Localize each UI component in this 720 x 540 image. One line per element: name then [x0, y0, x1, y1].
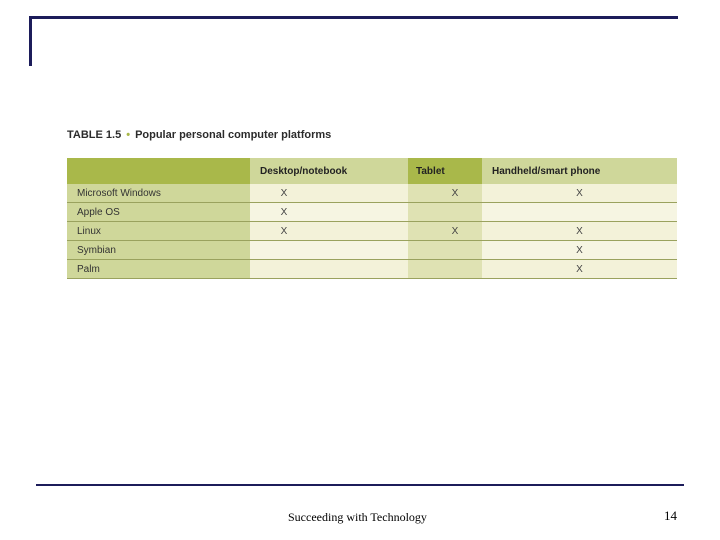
handheld-cell: X: [482, 241, 677, 260]
desktop-cell: X: [250, 222, 408, 241]
header-platform: [67, 158, 250, 184]
table-row: [67, 260, 677, 279]
desktop-cell: X: [250, 184, 408, 203]
footer-title: Succeeding with Technology: [288, 510, 427, 524]
handheld-cell: X: [482, 184, 677, 203]
tablet-cell: [408, 241, 482, 260]
desktop-cell: X: [250, 203, 408, 222]
table-label: TABLE 1.5: [67, 129, 122, 141]
table-row: [67, 241, 677, 260]
platform-name: Palm: [67, 260, 250, 279]
handheld-cell: X: [482, 260, 677, 279]
caption-bullet: •: [126, 129, 131, 141]
table-row: [67, 184, 677, 203]
page-number: 14: [664, 508, 677, 523]
footer-rule: [36, 484, 684, 486]
platforms-table: [67, 158, 677, 279]
desktop-cell: [250, 260, 408, 279]
slide-frame-left-rule: [29, 16, 32, 66]
tablet-cell: [408, 260, 482, 279]
table-caption: [67, 129, 331, 141]
handheld-cell: X: [482, 222, 677, 241]
table-row: [67, 222, 677, 241]
header-desktop: Desktop/notebook: [250, 158, 408, 184]
header-tablet: Tablet: [408, 158, 482, 184]
handheld-cell: [482, 203, 677, 222]
platform-name: Symbian: [67, 241, 250, 260]
tablet-cell: [408, 203, 482, 222]
header-handheld: Handheld/smart phone: [482, 158, 677, 184]
slide-frame-top-rule: [29, 16, 678, 19]
tablet-cell: X: [408, 184, 482, 203]
desktop-cell: [250, 241, 408, 260]
tablet-cell: X: [408, 222, 482, 241]
table-header-row: [67, 158, 677, 184]
platform-name: Apple OS: [67, 203, 250, 222]
table-title: Popular personal computer platforms: [135, 129, 332, 141]
table-row: [67, 203, 677, 222]
platform-name: Microsoft Windows: [67, 184, 250, 203]
platform-name: Linux: [67, 222, 250, 241]
